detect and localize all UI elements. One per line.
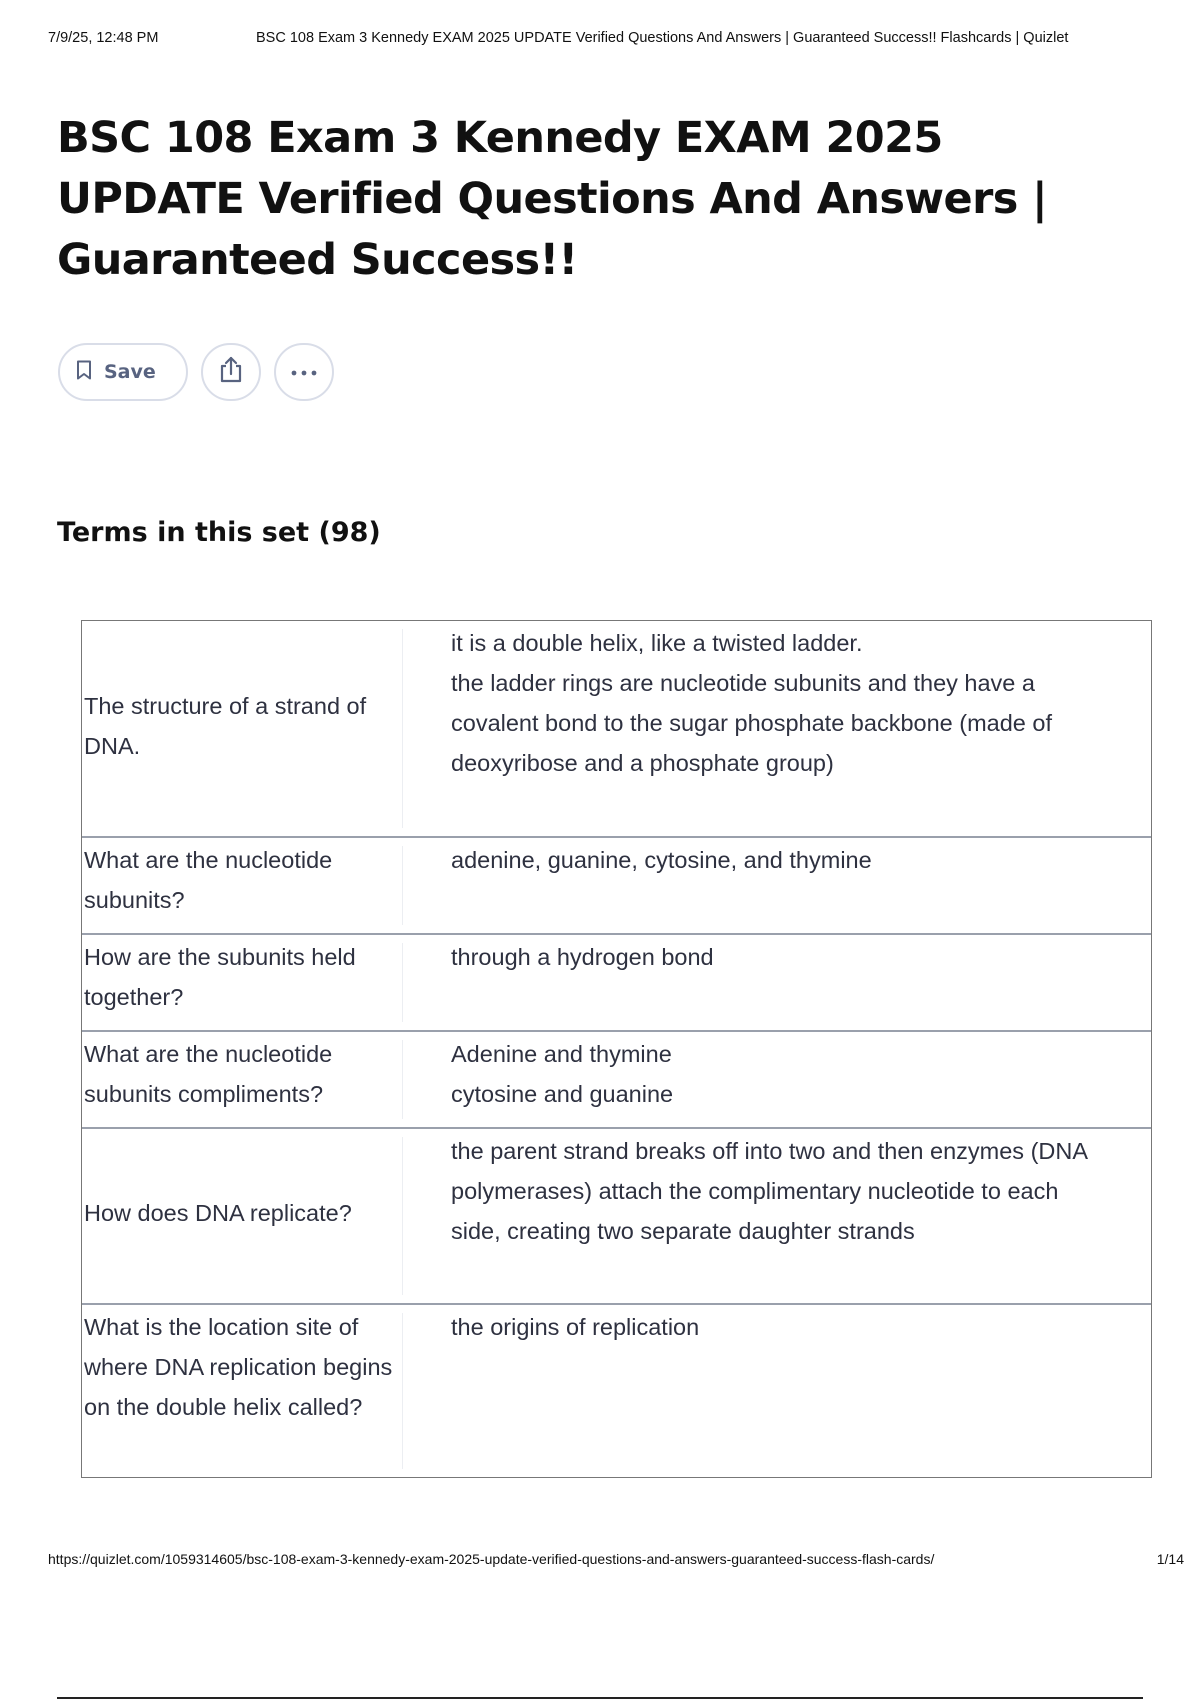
definition-line: the origins of replication (451, 1314, 700, 1340)
print-doc-title: BSC 108 Exam 3 Kennedy EXAM 2025 UPDATE Verified Questions And Answers | Guaranteed Success!! Flashcards | Quizlet (256, 30, 1069, 46)
definition-line: adenine, guanine, cytosine, and thymine (451, 847, 872, 873)
page-divider (57, 1697, 1143, 1699)
print-date: 7/9/25, 12:48 PM (48, 30, 159, 46)
more-options-button[interactable] (274, 343, 334, 401)
definition-line: cytosine and guanine (451, 1081, 674, 1107)
definition-line: the parent strand breaks off into two and then enzymes (DNA polymerases) attach the complimentary nucleotide to each side, creating two separate daughter strands (451, 1138, 1087, 1244)
card-term: What is the location site of where DNA replication begins on the double helix called? (84, 1314, 393, 1420)
bookmark-icon (76, 360, 92, 385)
card-row (82, 1030, 1151, 1127)
definition-line: the ladder rings are nucleotide subunits and they have a covalent bond to the sugar phosphate backbone (made of deoxyribose and a phosphate group) (451, 670, 1052, 776)
card-row (82, 836, 1151, 933)
card-definition (403, 1305, 1151, 1477)
card-row (82, 621, 1151, 836)
card-definition (403, 621, 1151, 836)
definition-line: it is a double helix, like a twisted ladder. (451, 630, 863, 656)
definition-line: Adenine and thymine (451, 1041, 672, 1067)
card-definition (403, 1032, 1151, 1127)
card-term: What are the nucleotide subunits? (84, 847, 333, 913)
card-row (82, 1127, 1151, 1303)
terms-table (81, 620, 1152, 1478)
save-button[interactable] (58, 343, 188, 401)
page-number: 1/14 (1156, 1551, 1184, 1567)
print-url: https://quizlet.com/1059314605/bsc-108-exam-3-kennedy-exam-2025-update-verified-questions-and-answers-guaranteed-success-flash-cards/ (48, 1551, 935, 1567)
card-definition (403, 935, 1151, 1030)
share-icon (218, 356, 244, 389)
save-button-label: Save (104, 361, 156, 383)
page-title: BSC 108 Exam 3 Kennedy EXAM 2025 UPDATE Verified Questions And Answers | Guaranteed Success!! (57, 113, 1048, 285)
card-definition (403, 1129, 1151, 1303)
print-footer (48, 1551, 1184, 1571)
terms-heading: Terms in this set (98) (57, 517, 381, 548)
print-header (48, 30, 1160, 50)
ellipsis-icon (291, 363, 317, 381)
card-term: What are the nucleotide subunits compliments? (84, 1041, 333, 1107)
share-button[interactable] (201, 343, 261, 401)
card-row (82, 1303, 1151, 1477)
card-row (82, 933, 1151, 1030)
card-definition (403, 838, 1151, 933)
card-term: How are the subunits held together? (84, 944, 356, 1010)
card-term: How does DNA replicate? (84, 1200, 352, 1226)
card-term: The structure of a strand of DNA. (84, 692, 367, 759)
definition-line: through a hydrogen bond (451, 944, 714, 970)
